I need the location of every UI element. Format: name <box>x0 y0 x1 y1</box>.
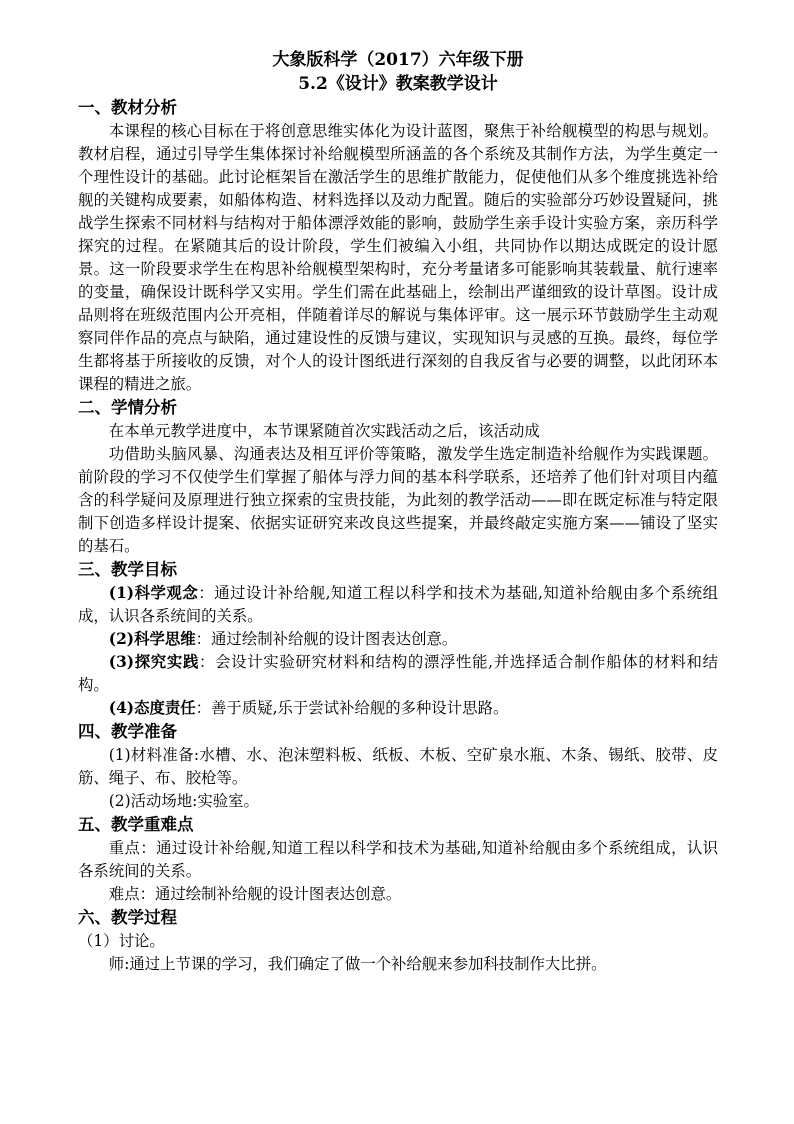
process-step-1: （1）讨论。 <box>78 932 165 950</box>
objective-1-label: (1)科学观念 <box>108 584 199 602</box>
section-2-paragraph-2: 功借助头脑风暴、沟通表达及相互评价等策略，激发学生选定制造补给舰作为实践课题。前阶段的学习不仅使学生们掌握了船体与浮力间的基本科学联系，还培养了他们针对项目内蕴含的科学疑问及原理进行独立探索的宝贵技能，为此刻的教学活动——即在既定标准与特定限制下创造多样设计提案、依据实证研究来改良这些提案，并最终敲定实施方案——铺设了坚实的基石。 <box>78 445 718 555</box>
section-heading-4: 四、教学准备 <box>78 722 177 741</box>
section-2-paragraph-1: 在本单元教学进度中，本节课紧随首次实践活动之后，该活动成 <box>108 422 540 440</box>
key-point: 重点：通过设计补给舰,知道工程以科学和技术为基础,知道补给舰由多个系统组成，认识各系统间的关系。 <box>78 839 718 880</box>
objective-3 <box>78 651 718 697</box>
section-heading-1: 一、教材分析 <box>78 98 177 117</box>
section-heading-5: 五、教学重难点 <box>78 815 194 834</box>
document-title-line2: 5.2《设计》教案教学设计 <box>298 74 498 94</box>
objective-3-text: ：会设计实验研究材料和结构的漂浮性能,并选择适合制作船体的材料和结构。 <box>78 653 718 694</box>
section-1-paragraph: 本课程的核心目标在于将创意思维实体化为设计蓝图，聚焦于补给舰模型的构思与规划。教材启程，通过引导学生集体探讨补给舰模型所涵盖的各个系统及其制作方法，为学生奠定一个理性设计的基础。此讨论框架旨在激活学生的思维扩散能力，促使他们从多个维度挑选补给舰的关键构成要素，如船体构造、材料选择以及动力配置。随后的实验部分巧妙设置疑问，挑战学生探索不同材料与结构对于船体漂浮效能的影响，鼓励学生亲手设计实验方案，亲历科学探究的过程。在紧随其后的设计阶段，学生们被编入小组，共同协作以期达成既定的设计愿景。这一阶段要求学生在构思补给舰模型架构时，充分考量诸多可能影响其装载量、航行速率的变量，确保设计既科学又实用。学生们需在此基础上，绘制出严谨细致的设计草图。设计成品则将在班级范围内公开亮相，伴随着详尽的解说与集体评审。这一展示环节鼓励学生主动观察同伴作品的亮点与缺陷，通过建设性的反馈与建议，实现知识与灵感的互换。最终，每位学生都将基于所接收的反馈，对个人的设计图纸进行深刻的自我反省与必要的调整，以此闭环本课程的精进之旅。 <box>78 122 718 393</box>
teacher-statement: 师:通过上节课的学习，我们确定了做一个补给舰来参加科技制作大比拼。 <box>108 955 607 973</box>
objective-2-text: ：通过绘制补给舰的设计图表达创意。 <box>195 630 458 648</box>
document-title-line1: 大象版科学（2017）六年级下册 <box>272 50 524 70</box>
document-page <box>78 48 718 976</box>
section-heading-3: 三、教学目标 <box>78 560 177 579</box>
objective-2-label: (2)科学思维 <box>108 630 196 648</box>
objective-2 <box>78 628 718 651</box>
objective-3-label: (3)探究实践 <box>108 653 200 671</box>
difficult-point: 难点：通过绘制补给舰的设计图表达创意。 <box>108 885 402 903</box>
preparation-venue: (2)活动场地:实验室。 <box>108 792 259 810</box>
objective-4 <box>78 697 718 720</box>
objective-4-label: (4)态度责任 <box>108 699 196 717</box>
section-heading-6: 六、教学过程 <box>78 908 177 927</box>
objective-1 <box>78 582 718 628</box>
section-heading-2: 二、学情分析 <box>78 398 177 417</box>
objective-4-text: ：善于质疑,乐于尝试补给舰的多种设计思路。 <box>195 699 509 717</box>
preparation-materials: (1)材料准备:水槽、水、泡沫塑料板、纸板、木板、空矿泉水瓶、木条、锡纸、胶带、皮筋、绳子、布、胶枪等。 <box>78 746 718 787</box>
objective-1-text: ：通过设计补给舰,知道工程以科学和技术为基础,知道补给舰由多个系统组成，认识各系统间的关系。 <box>78 584 718 625</box>
